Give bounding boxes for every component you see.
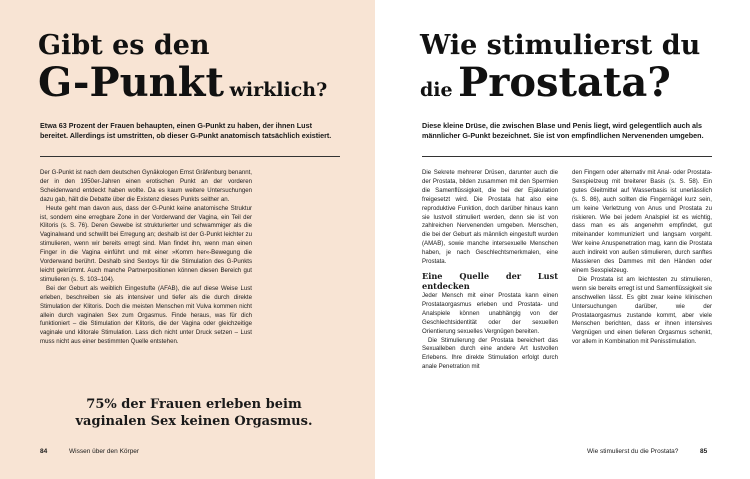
right-title-small: die [420,79,453,101]
right-page-number: 85 [700,448,708,455]
right-paragraph: Die Prostata ist am leichtesten zu stimulieren, wenn sie bereits erregt ist und Samenflüssigkeit sie anschwellen lässt. Es gibt zwar keine klinischen Untersuchungen darüber, wie der Prostataorgasmus zustande kommt, aber viele Menschen berichten, dass er ihnen intensives Vergnügen und einen tieferen Orgasmus schenkt, vor allem in Kombination mit Penisstimulation. [572,275,712,346]
left-paragraph: Der G-Punkt ist nach dem deutschen Gynäkologen Ernst Gräfenburg benannt, der in den 1950er-Jahren einen erotischen Punkt an der vorderen Scheidenwand entdeckt haben wollte. Da es kaum weitere Untersuchungen dazu gab, hält die Debatte über die Existenz dieses Punkts seither an. [40,169,252,203]
right-subheading: Eine Quelle der Lust entdecken [422,270,558,291]
left-page-number: 84 [40,448,48,455]
right-paragraph: Jeder Mensch mit einer Prostata kann einen Prostataorgasmus erleben und Prostata- und Analspiele können unabhängig von der Geschlechtsidentität oder der sexuellen Orientierung sexuelles Vergnügen bereiten. [422,291,558,335]
right-title-line2 [420,59,671,106]
right-intro-rule [422,156,712,157]
left-intro: Etwa 63 Prozent der Frauen behaupten, einen G-Punkt zu haben, der ihnen Lust bereitet. Allerdings ist umstritten, ob dieser G-Punkt anatomisch tatsächlich existiert. [40,121,332,141]
left-intro-rule [40,156,340,157]
right-page [375,0,750,479]
right-paragraph: Die Stimulierung der Prostata bereichert das Sexualleben durch eine andere Art lustvollen Erlebens. Ihre direkte Stimulation erfolgt durch anale Penetration mit [422,336,558,371]
left-title-small: wirklich? [229,79,328,101]
right-title-line1: Wie stimulierst du [420,30,701,61]
left-title-line1: Gibt es den [38,30,210,61]
right-title-big: Prostata? [458,59,671,106]
left-pull-quote: 75% der Frauen erleben beim vaginalen Sex keinen Orgasmus. [75,397,313,429]
right-running-head: Wie stimulierst du die Prostata? [587,448,679,455]
left-title-big: G-Punkt [38,59,224,106]
left-running-head: Wissen über den Körper [69,448,140,455]
left-body-text [40,169,252,347]
left-title-line2 [38,59,328,106]
left-paragraph: Bei der Geburt als weiblich Eingestufte (AFAB), die auf diese Weise Lust erleben, beschreiben sie als intensiver und tiefer als die durch direkte Stimulation der Klitoris. Doch die meisten Menschen mit Vulva kommen nicht allein durch vaginalen Sex zum Orgasmus. Finde heraus, was für dich funktioniert – die Stimulation der Klitoris, die der Vagina oder gleichzeitige vaginale und klitorale Stimulation. Lass dich nicht unter Druck setzen – Lust muss nicht aus einer bestimmten Quelle entstehen. [40,284,252,346]
right-paragraph: den Fingern oder alternativ mit Anal- oder Prostata-Sexspielzeug mit breiterer Basis (s. S. 58). Ein gutes Gleitmittel auf Wasserbasis ist unerlässlich (s. S. 86), auch sollten die Fingernägel kurz sein, um keine Verletzung von Anus und Prostata zu riskieren. Wie bei jedem Analspiel ist es wichtig, dass man es als angenehm empfindet, gut miteinander kommuniziert und langsam vorgeht. Wer keine Anuspenetration mag, kann die Prostata auch indirekt von außen stimulieren, durch sanftes Massieren des Dammes mit den Händen oder einem Sexspielzeug. [572,169,712,274]
right-body-col1 [422,169,558,372]
right-paragraph: Die Sekrete mehrerer Drüsen, darunter auch die der Prostata, bilden zusammen mit den Spermien die Samenflüssigkeit, die bei der Ejakulation freigesetzt wird. Die Prostata hat also eine reproduktive Funktion, doch darüber hinaus kann sie lustvoll stimuliert werden, denn sie ist von zahlreichen Nervenenden umgeben. Menschen, die bei der Geburt als männlich eingestuft wurden (AMAB), sowie manche intersexuelle Menschen haben, je nach Geschlechtsmerkmalen, eine Prostata. [422,169,558,266]
right-body-col2 [572,169,712,347]
left-paragraph: Heute geht man davon aus, dass der G-Punkt keine anatomische Struktur ist, sondern eine erregbare Zone in der Vorderwand der Vagina, ein Teil der Klitoris (s. S. 76). Deren Gewebe ist strukturierter und schwammiger als die Vaginalwand und schwillt bei Erregung an; deshalb ist der G-Punkt leichter zu stimulieren, wenn wir bereits erregt sind. Man findet ihn, wenn man einen Finger in die Vagina einführt und mit einer »Komm her«-Bewegung die Vorderwand berührt. Deshalb sind Sextoys für die Stimulation des G-Punkts leicht gekrümmt. Auch manche Partnerpositionen können diesen Bereich gut stimulieren (s. S. 103–104). [40,204,252,283]
right-intro: Diese kleine Drüse, die zwischen Blase und Penis liegt, wird gelegentlich auch als männlicher G-Punkt bezeichnet. Sie ist von empfindlichen Nervenenden umgeben. [422,121,704,141]
